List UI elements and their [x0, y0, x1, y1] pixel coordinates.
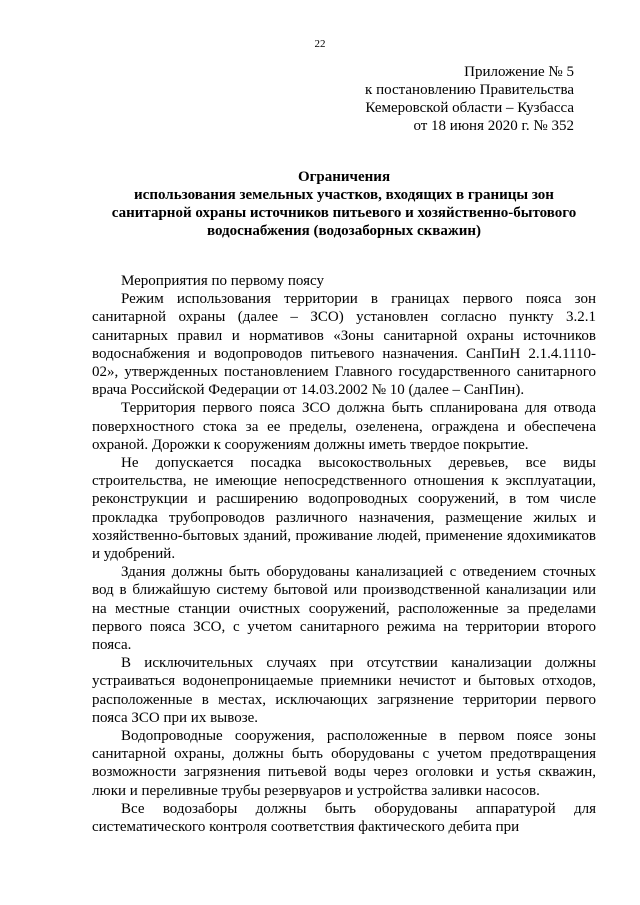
document-title — [92, 168, 596, 240]
paragraph: Режим использования территории в границах первого пояса зон санитарной охраны (далее – ЗСО) установлен согласно пункту 3.2.1 санитарных правил и нормативов «Зоны санитарной охраны источников водоснабжения и водопроводов питьевого назначения. СанПиН 2.1.4.1110-02», утвержденных постановлением Главного государственного санитарного врача Российской Федерации от 14.03.2002 № 10 (далее – СанПин). — [92, 291, 596, 399]
appendix-date: от 18 июня 2020 г. № 352 — [413, 118, 574, 134]
paragraph: Все водозаборы должны быть оборудованы аппаратурой для систематического контроля соответствия фактического дебита при — [92, 800, 596, 836]
paragraph: В исключительных случаях при отсутствии канализации должны устраиваться водонепроницаемые приемники нечистот и бытовых отходов, расположенные в местах, исключающих загрязнение территории первого пояса ЗСО при их вывозе. — [92, 655, 596, 726]
title-line-1: Ограничения — [297, 169, 391, 185]
section-heading: Мероприятия по первому поясу — [121, 273, 324, 289]
appendix-label: Приложение № 5 — [464, 64, 574, 80]
appendix-header — [365, 63, 574, 135]
appendix-resolution: к постановлению Правительства — [365, 82, 574, 98]
title-line-3: санитарной охраны источников питьевого и хозяйственно-бытового — [111, 205, 577, 221]
page-number: 22 — [314, 38, 326, 50]
appendix-region: Кемеровской области – Кузбасса — [365, 100, 574, 116]
document-body — [92, 272, 596, 836]
paragraph: Территория первого пояса ЗСО должна быть спланирована для отвода поверхностного стока за ее пределы, озеленена, ограждена и обеспечена охраной. Дорожки к сооружениям должны иметь твердое покрытие. — [92, 400, 596, 453]
title-line-2: использования земельных участков, входящих в границы зон — [134, 187, 554, 203]
paragraph: Не допускается посадка высокоствольных деревьев, все виды строительства, не имеющие непосредственного отношения к эксплуатации, реконструкции и расширению водопроводных сооружений, в том числе прокладка трубопроводов различного назначения, размещение жилых и хозяйственно-бытовых зданий, проживание людей, применение ядохимикатов и удобрений. — [92, 455, 596, 563]
paragraph: Здания должны быть оборудованы канализацией с отведением сточных вод в ближайшую систему бытовой или производственной канализации или на местные станции очистных сооружений, расположенные за пределами первого пояса ЗСО, с учетом санитарного режима на территории второго пояса. — [92, 564, 596, 654]
paragraph: Водопроводные сооружения, расположенные в первом поясе зоны санитарной охраны, должны быть оборудованы с учетом предотвращения возможности загрязнения питьевой воды через оголовки и устья скважин, люки и переливные трубы резервуаров и устройства заливки насосов. — [92, 728, 596, 799]
title-line-4: водоснабжения (водозаборных скважин) — [206, 223, 482, 239]
